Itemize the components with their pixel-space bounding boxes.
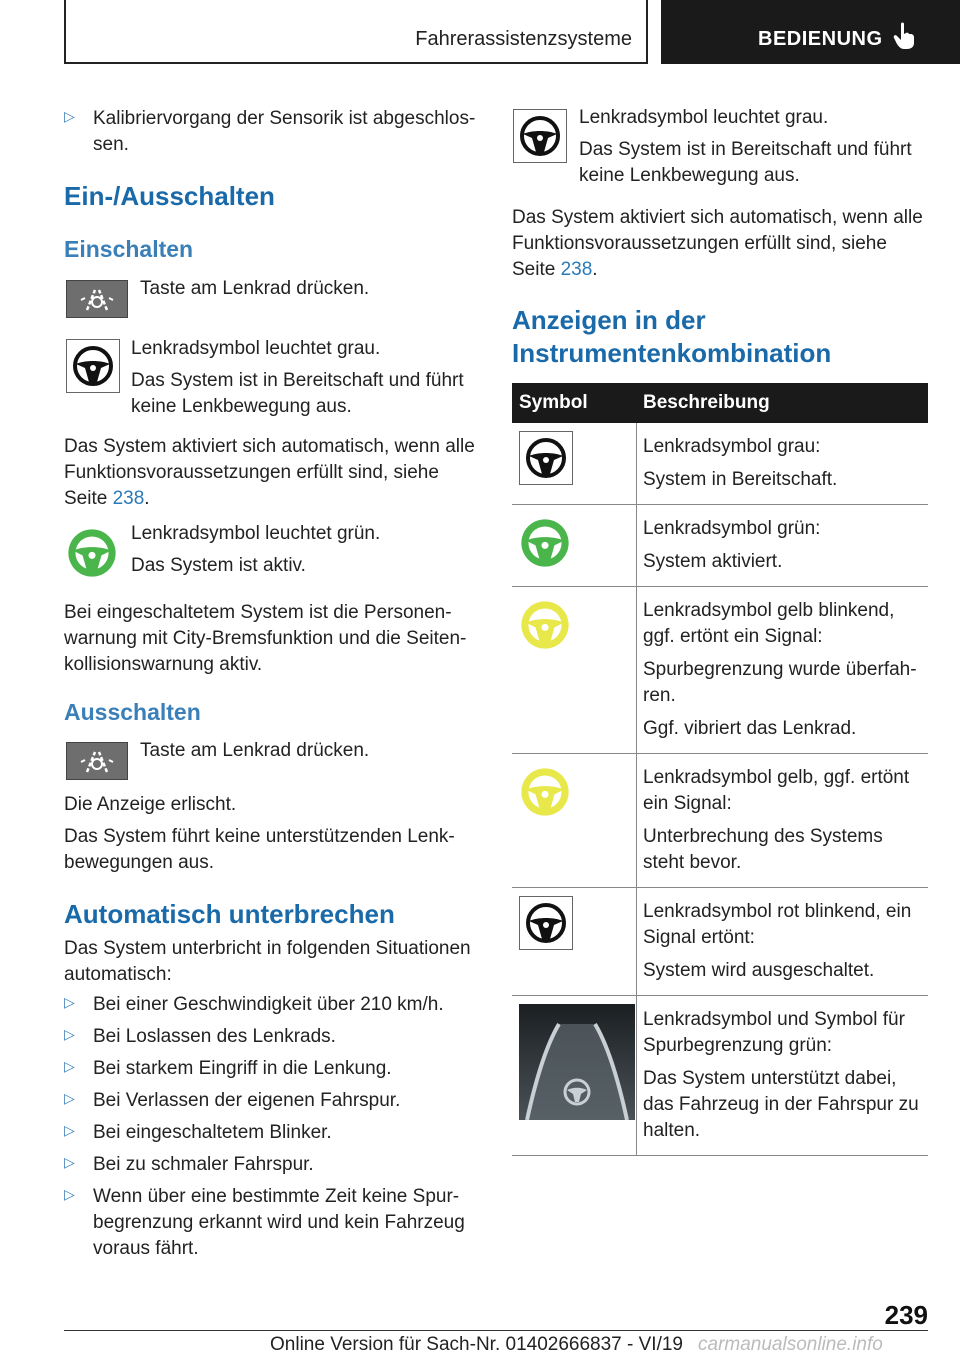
right-grey-line1: Lenkradsymbol leuchtet grau. xyxy=(579,107,829,128)
heading-einschalten: Einschalten xyxy=(64,236,194,262)
table-row: Lenkradsymbol grau: System in Bereitschaft. xyxy=(512,423,928,505)
header-chapter-box xyxy=(64,0,648,64)
green-line1: Lenkradsymbol leuchtet grün. xyxy=(131,523,381,544)
anzeige-erlischt: Die Anzeige erlischt. xyxy=(64,794,237,815)
heading-ein-ausschalten: Ein-/Ausschalten xyxy=(64,181,275,211)
table-row: Lenkradsymbol gelb blinkend, ggf. ertönt ein Signal: Spurbegrenzung wurde überfah-ren. Ggf. vibriert das Lenkrad. xyxy=(512,587,928,754)
col-symbol: Symbol xyxy=(519,392,588,413)
table-row: Lenkradsymbol und Symbol für Spurbegrenzung grün: Das System unterstützt dabei, das Fahrzeug in der Fahrspur zu halten. xyxy=(512,996,928,1156)
chapter-title: Fahrerassistenzsysteme xyxy=(415,28,632,50)
right-grey-line2: Das System ist in Bereitschaft und führt keine Lenkbewegung aus. xyxy=(579,139,912,186)
steering-wheel-red-icon xyxy=(519,896,573,950)
table-row: Lenkradsymbol gelb, ggf. ertönt ein Signal: Unterbrechung des Systems steht bevor. xyxy=(512,754,928,888)
steering-wheel-green-icon xyxy=(66,527,118,584)
auto-activation-text: Das System aktiviert sich automatisch, wenn alle Funktionsvoraussetzungen erfüllt sind, siehe Seite 238. xyxy=(64,436,475,509)
steering-wheel-yellow-icon xyxy=(519,599,636,656)
steering-wheel-yellow-icon xyxy=(519,766,636,823)
grey-line1: Lenkradsymbol leuchtet grau. xyxy=(131,338,381,359)
einschalten-text: Taste am Lenkrad drücken. xyxy=(140,278,370,299)
keine-lenkbewegungen: Das System führt keine unterstützenden Lenk-bewegungen aus. xyxy=(64,826,455,873)
steering-wheel-grey-icon xyxy=(519,431,573,485)
steering-wheel-green-icon xyxy=(519,517,636,574)
interrupt-list xyxy=(64,992,480,1262)
list-item: ▷ Bei eingeschaltetem Blinker. xyxy=(64,1122,332,1143)
lane-display-icon xyxy=(519,1004,635,1120)
list-item: ▷ Bei zu schmaler Fahrspur. xyxy=(64,1154,314,1175)
page-link-238[interactable]: 238 xyxy=(112,488,145,509)
table-header xyxy=(512,383,928,423)
table-row: Lenkradsymbol grün: System aktiviert. xyxy=(512,505,928,587)
auto-intro: Das System unterbricht in folgenden Situationen automatisch: xyxy=(64,938,471,985)
footer-text: Online Version für Sach-Nr. 01402666837 - VI/19 xyxy=(270,1334,683,1355)
lane-assist-button-icon xyxy=(66,280,128,318)
heading-ausschalten: Ausschalten xyxy=(64,699,201,725)
list-item: ▷ Bei einer Geschwindigkeit über 210 km/h. xyxy=(64,994,444,1015)
grey-line2: Das System ist in Bereitschaft und führt keine Lenkbewegung aus. xyxy=(131,370,464,417)
section-title: BEDIENUNG xyxy=(758,28,883,50)
heading-anzeigen: Anzeigen in der Instrumentenkombination xyxy=(512,305,832,368)
heading-automatisch-unterbrechen: Automatisch unterbrechen xyxy=(64,899,395,929)
green-line2: Das System ist aktiv. xyxy=(131,555,306,576)
list-item: ▷ Wenn über eine bestimmte Zeit keine Spur-begrenzung erkannt wird und kein Fahrzeug voraus fährt. xyxy=(64,1186,465,1259)
steering-wheel-grey-icon xyxy=(66,339,120,393)
table-row: Lenkradsymbol rot blinkend, ein Signal ertönt: System wird ausgeschaltet. xyxy=(512,888,928,996)
bullet-calibration xyxy=(64,106,476,158)
lane-assist-button-icon-off xyxy=(66,742,128,780)
warning-text: Bei eingeschaltetem System ist die Personen-warnung mit City-Bremsfunktion und die Seiten-kollisionswarnung aktiv. xyxy=(64,602,467,675)
footer-watermark: carmanualsonline.info xyxy=(698,1334,883,1355)
page-number: 239 xyxy=(884,1300,928,1330)
ausschalten-text: Taste am Lenkrad drücken. xyxy=(140,740,370,761)
bullet-marker-icon: ▷ xyxy=(64,108,75,124)
right-auto-activation-text: Das System aktiviert sich automatisch, wenn alle Funktionsvoraussetzungen erfüllt sind, siehe Seite 238. xyxy=(512,207,923,280)
bullet-text: Kalibriervorgang der Sensorik ist abgeschlos-sen. xyxy=(93,108,476,155)
symbol-table xyxy=(512,383,928,1156)
col-description: Beschreibung xyxy=(643,392,770,413)
page-link-238[interactable]: 238 xyxy=(560,259,593,280)
header-section-box xyxy=(661,0,960,64)
list-item: ▷ Bei Loslassen des Lenkrads. xyxy=(64,1026,336,1047)
footer-divider xyxy=(64,1330,928,1331)
list-item: ▷ Bei starkem Eingriff in die Lenkung. xyxy=(64,1058,392,1079)
hand-pointer-icon xyxy=(893,22,915,50)
steering-wheel-grey-icon xyxy=(513,109,567,163)
list-item: ▷ Bei Verlassen der eigenen Fahrspur. xyxy=(64,1090,401,1111)
